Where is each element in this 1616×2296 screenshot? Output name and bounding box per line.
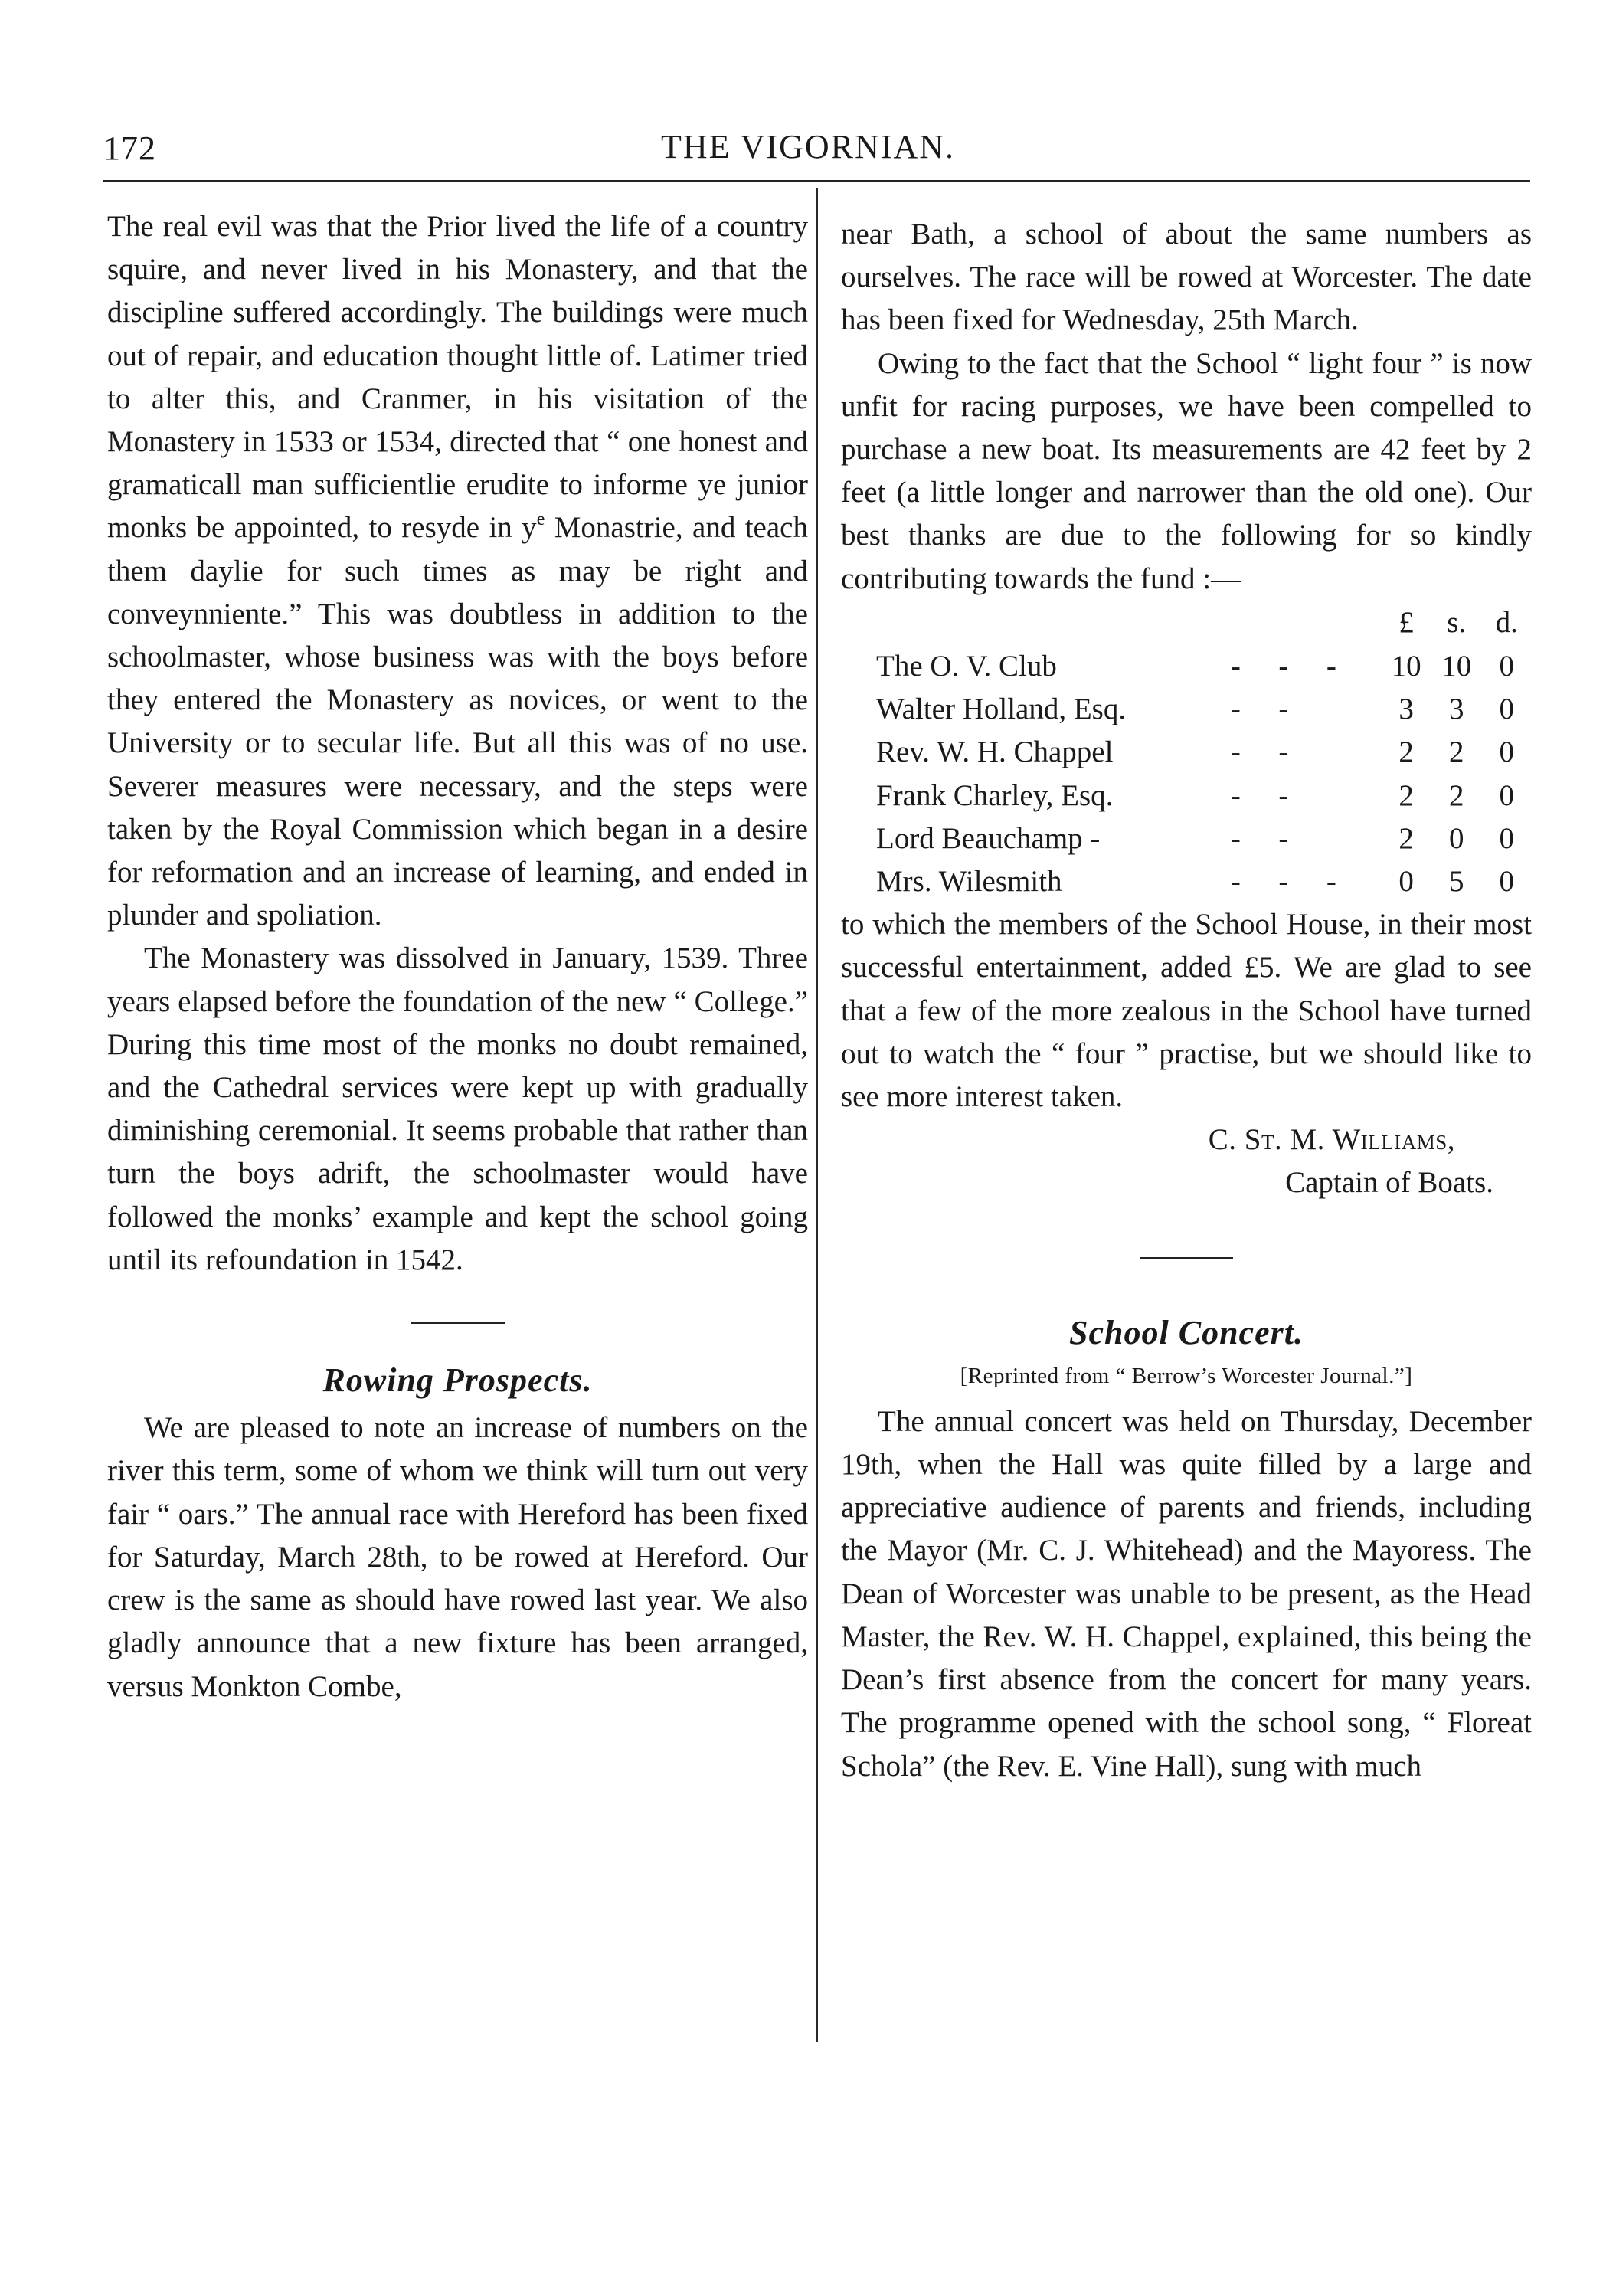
signature-role: Captain of Boats. (1285, 1166, 1493, 1200)
monastery-text-a: The real evil was that the Prior lived the life of a country squire, and never lived in his Monastery, and that the discipline suffered accordingly. The buildings were much out of repair, and education thought little of. Latimer tried to alter this, and Cranmer, in his visitation of the Monastery in 1533 or 1534, directed that “ one honest and gramaticall man sufficientlie erudite to informe ye junior monks be appointed, to resyde in y (107, 210, 808, 545)
rowing-paragraph-3: to which the members of the School House, in their most successful entertainment, added £5. We are glad to see that a few of the more zealous in the School have turned out to watch the “ four ” practise, but we should like to see more interest taken. (841, 908, 1532, 1114)
leader-dashes: - - (1230, 735, 1297, 769)
pence-value: 0 (1499, 693, 1514, 726)
subscriber-name: Mrs. Wilesmith (876, 865, 1062, 899)
leader-dashes: - - (1230, 778, 1297, 812)
leader-dashes: - - (1230, 693, 1297, 726)
shillings-value: 3 (1448, 693, 1464, 726)
subscription-table (841, 601, 1532, 903)
pounds-value: 2 (1398, 778, 1414, 812)
column-divider (816, 188, 818, 2042)
subscriber-name: The O. V. Club (876, 650, 1057, 683)
page-number: 172 (103, 129, 156, 167)
shillings-value: 5 (1448, 865, 1464, 899)
subscriber-name: Rev. W. H. Chappel (876, 735, 1114, 769)
rowing-paragraph-2: Owing to the fact that the School “ light four ” is now unfit for racing purposes, we have been compelled to purchase a new boat. Its measurements are 42 feet by 2 feet (a little longer and narrower than the old one). Our best thanks are due to the following for so kindly contributing towards the fund :— (841, 346, 1532, 595)
reprint-note: [Reprinted from “ Berrow’s Worcester Journal.”] (960, 1363, 1413, 1388)
pence-value: 0 (1499, 735, 1514, 769)
left-column (107, 205, 808, 1708)
right-column (841, 213, 1532, 1788)
monastery-paragraph-2: The Monastery was dissolved in January, 1539. Three years elapsed before the foundation of the new “ College.” During this time most of the monks no doubt remained, and the Cathedral services were kept up with gradually diminishing ceremonial. It seems probable that rather than turn the boys adrift, the schoolmaster would have followed the monks’ example and kept the school going until its refoundation in 1542. (107, 942, 808, 1276)
pounds-value: 2 (1398, 735, 1414, 769)
subscription-row (841, 688, 1532, 731)
running-head-title: THE VIGORNIAN. (660, 128, 956, 165)
pounds-value: 3 (1398, 693, 1414, 726)
pence-value: 0 (1499, 778, 1514, 812)
superscript-e: e (536, 509, 545, 530)
pounds-value: 10 (1391, 650, 1421, 683)
subscriber-name: Walter Holland, Esq. (876, 693, 1127, 726)
monastery-text-b: Monastrie, and teach them daylie for such times as may be right and conveynniente.” This was doubtless in addition to the schoolmaster, whose business was with the boys before they entered the Monastery as novices, or went to the University or to secular life. But all this was of no use. Severer measures were necessary, and the steps were taken by the Royal Commission which began in a desire for reformation and an increase of learning, and ended in plunder and spoliation. (107, 511, 808, 932)
subscription-row (841, 775, 1532, 817)
pounds-value: 0 (1398, 865, 1414, 899)
subscriber-name: Frank Charley, Esq. (876, 778, 1114, 812)
concert-paragraph-1: The annual concert was held on Thursday, December 19th, when the Hall was quite filled by a large and appreciative audience of parents and friends, including the Mayor (Mr. C. J. Whitehead) and the Mayoress. The Dean of Worcester was unable to be present, as the Head Master, the Rev. W. H. Chappel, explained, this being the Dean’s first absence from the concert for many years. The programme opened with the school song, “ Floreat Schola” (the Rev. E. Vine Hall), sung with much (841, 1404, 1532, 1783)
school-concert-heading: School Concert. (1069, 1313, 1304, 1351)
shillings-value: 10 (1441, 650, 1472, 683)
subscription-row (841, 817, 1532, 860)
subscription-header-row (841, 601, 1532, 645)
pounds-header: £ (1398, 605, 1414, 639)
subscription-row (841, 645, 1532, 688)
subscription-row (841, 731, 1532, 774)
shillings-value: 2 (1448, 778, 1464, 812)
header-rule (103, 180, 1530, 182)
pence-value: 0 (1499, 650, 1514, 683)
pence-header: d. (1495, 605, 1518, 639)
pence-value: 0 (1499, 865, 1514, 899)
rowing-paragraph-1: We are pleased to note an increase of numbers on the river this term, some of whom we think will turn out very fair “ oars.” The annual race with Hereford has been fixed for Saturday, March 28th, to be rowed at Hereford. Our crew is the same as should have rowed last year. We also gladly announce that a new fixture has been arranged, versus Monkton Combe, (107, 1411, 808, 1703)
shillings-value: 2 (1448, 735, 1464, 769)
leader-dashes: - - (1230, 821, 1297, 855)
shillings-value: 0 (1448, 821, 1464, 855)
subscription-row (841, 860, 1532, 903)
subscriber-name: Lord Beauchamp - (876, 821, 1101, 855)
shillings-header: s. (1447, 605, 1467, 639)
leader-dashes: - - - (1230, 865, 1344, 899)
pence-value: 0 (1499, 821, 1514, 855)
rowing-prospects-heading: Rowing Prospects. (322, 1361, 593, 1400)
monastery-paragraph-1 (107, 205, 808, 937)
signature-name: C. St. M. Williams, (1208, 1123, 1455, 1157)
pounds-value: 2 (1398, 821, 1414, 855)
leader-dashes: - - - (1230, 650, 1344, 683)
rowing-continuation: near Bath, a school of about the same numbers as ourselves. The race will be rowed at Worcester. The date has been fixed for Wednesday, 25th March. (841, 218, 1532, 337)
